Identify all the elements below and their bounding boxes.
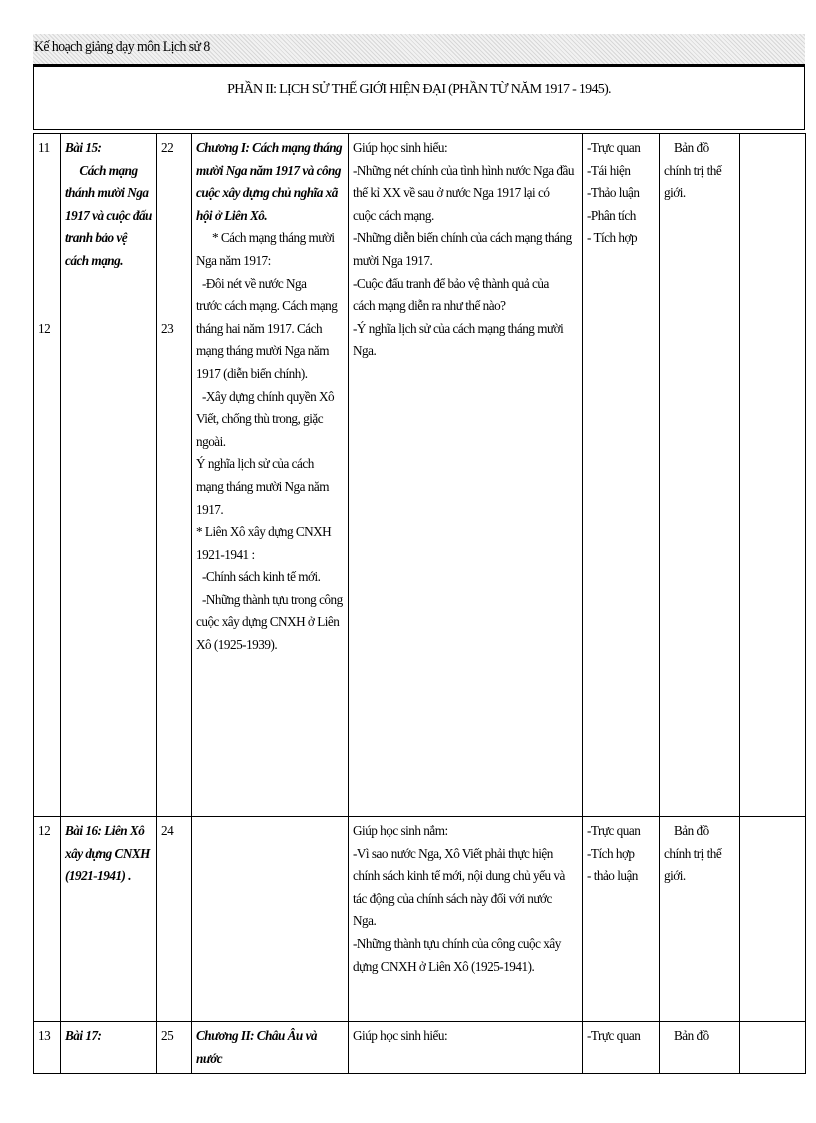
aid-line: Bản đồ — [674, 823, 709, 838]
objective-line: tác động của chính sách này đối với nước — [353, 890, 552, 906]
period-number: 22 — [161, 140, 174, 155]
lesson-cell — [61, 134, 157, 817]
week-number: 12 — [38, 320, 51, 336]
table-row — [34, 817, 806, 1022]
method-item: -Thảo luận — [587, 185, 640, 201]
method-item: - thảo luận — [587, 868, 638, 884]
lesson-line: Bài 17: — [65, 1028, 102, 1043]
aid-line: Bản đồ — [674, 140, 709, 155]
objective-line: Giúp học sinh nắm: — [353, 823, 448, 838]
lesson-cell — [61, 1022, 157, 1074]
content-line: Nga năm 1917: — [196, 252, 271, 268]
method-item: -Trực quan — [587, 823, 641, 838]
table-row — [34, 134, 806, 817]
lesson-line: 1917 và cuộc đấu — [65, 207, 152, 223]
method-item: -Trực quan — [587, 140, 641, 155]
objective-line: -Cuộc đấu tranh để bảo vệ thành quả của — [353, 275, 549, 291]
objective-line: Giúp học sinh hiểu: — [353, 140, 448, 155]
period-number: 25 — [161, 1028, 174, 1043]
method-item: - Tích hợp — [587, 230, 638, 246]
period-number: 24 — [161, 823, 174, 838]
period-cell — [157, 134, 192, 817]
period-cell — [157, 1022, 192, 1074]
week-number: 11 — [38, 140, 50, 155]
objective-line: -Những diễn biến chính của cách mạng tháng — [353, 230, 572, 246]
content-line: * Cách mạng tháng mười — [212, 230, 335, 246]
content-line: Viết, chống thù trong, giặc — [196, 411, 324, 427]
aid-line: giới. — [664, 868, 686, 884]
lesson-line: Bài 16: Liên Xô — [65, 823, 145, 838]
objectives-cell — [349, 817, 583, 1022]
objective-line: dựng CNXH ở Liên Xô (1925-1941). — [353, 958, 535, 974]
method-item: -Tích hợp — [587, 845, 635, 861]
aid-line: giới. — [664, 185, 686, 201]
lesson-line: thánh mười Nga — [65, 185, 149, 201]
notes-cell — [740, 817, 806, 1022]
objective-line: mười Nga 1917. — [353, 252, 433, 268]
notes-cell — [740, 1022, 806, 1074]
content-line: -Những thành tựu trong công — [202, 591, 343, 607]
lesson-line: (1921-1941) . — [65, 868, 132, 884]
week-cell — [34, 134, 61, 817]
objective-line: -Những nét chính của tình hình nước Nga đầu — [353, 162, 574, 178]
content-line: ngoài. — [196, 433, 226, 449]
notes-cell — [740, 134, 806, 817]
content-line: -Chính sách kinh tế mới. — [202, 569, 321, 585]
content-line: 1917. — [196, 501, 224, 517]
content-line: cuộc xây dựng CNXH ở Liên — [196, 614, 340, 630]
content-cell — [192, 1022, 349, 1074]
table-row — [34, 1022, 806, 1074]
section-heading-box — [33, 67, 805, 130]
week-number: 12 — [38, 823, 51, 838]
aids-cell — [660, 134, 740, 817]
content-line: -Đôi nét về nước Nga — [202, 275, 307, 291]
objective-line: -Vì sao nước Nga, Xô Viết phải thực hiện — [353, 845, 553, 861]
chapter-heading: Chương I: Cách mạng tháng — [196, 140, 343, 155]
content-line: mạng tháng mười Nga năm — [196, 343, 330, 359]
objective-line: chính sách kinh tế mới, nội dung chủ yếu và — [353, 868, 565, 884]
method-item: -Tái hiện — [587, 162, 631, 178]
lesson-line: cách mạng. — [65, 252, 124, 268]
objective-line: -Ý nghĩa lịch sử của cách mạng tháng mười — [353, 320, 564, 336]
methods-cell — [583, 1022, 660, 1074]
lesson-line: Bài 15: — [65, 140, 102, 155]
period-cell — [157, 817, 192, 1022]
chapter-heading: cuộc xây dựng chủ nghĩa xã — [196, 185, 338, 201]
lesson-plan-table — [33, 133, 806, 1074]
content-cell — [192, 817, 349, 1022]
document-header-title: Kế hoạch giảng dạy môn Lịch sử 8 — [34, 39, 210, 55]
chapter-heading: Chương II: Châu Âu và nước — [196, 1028, 318, 1066]
content-line: Ý nghĩa lịch sử của cách — [196, 456, 314, 472]
week-number: 13 — [38, 1028, 51, 1043]
objective-line: Nga. — [353, 343, 377, 359]
content-line: trước cách mạng. Cách mạng — [196, 298, 338, 314]
content-line: 1917 (diễn biến chính). — [196, 365, 308, 381]
objective-line: cuộc cách mạng. — [353, 207, 434, 223]
lesson-line: Cách mạng — [79, 162, 138, 178]
section-title: PHẦN II: LỊCH SỬ THẾ GIỚI HIỆN ĐẠI (PHẦN TỪ NĂM 1917 - 1945). — [227, 82, 611, 97]
content-line: tháng hai năm 1917. Cách — [196, 320, 323, 336]
aid-line: chính trị thế — [664, 845, 722, 861]
content-line: mạng tháng mười Nga năm — [196, 478, 330, 494]
methods-cell — [583, 134, 660, 817]
lesson-cell — [61, 817, 157, 1022]
objective-line: Giúp học sinh hiểu: — [353, 1028, 448, 1043]
methods-cell — [583, 817, 660, 1022]
aids-cell — [660, 817, 740, 1022]
objective-line: cách mạng diễn ra như thế nào? — [353, 298, 506, 314]
objectives-cell — [349, 1022, 583, 1074]
lesson-line: tranh bảo vệ — [65, 230, 128, 246]
lesson-line: xây dựng CNXH — [65, 845, 150, 861]
objective-line: Nga. — [353, 913, 377, 929]
period-number: 23 — [161, 320, 174, 336]
method-item: -Trực quan — [587, 1028, 641, 1043]
aids-cell — [660, 1022, 740, 1074]
week-cell — [34, 817, 61, 1022]
week-cell — [34, 1022, 61, 1074]
content-line: 1921-1941 : — [196, 546, 255, 562]
method-item: -Phân tích — [587, 207, 636, 223]
objectives-cell — [349, 134, 583, 817]
aid-line: chính trị thế — [664, 162, 722, 178]
content-cell — [192, 134, 349, 817]
chapter-heading: hội ở Liên Xô. — [196, 207, 268, 223]
objective-line: thế kỉ XX về sau ở nước Nga 1917 lại có — [353, 185, 550, 201]
content-line: -Xây dựng chính quyền Xô — [202, 388, 335, 404]
content-line: Xô (1925-1939). — [196, 637, 278, 653]
objective-line: -Những thành tựu chính của công cuộc xây — [353, 935, 561, 951]
content-line: * Liên Xô xây dựng CNXH — [196, 524, 332, 540]
aid-line: Bản đồ — [674, 1028, 709, 1043]
chapter-heading: mười Nga năm 1917 và công — [196, 162, 341, 178]
